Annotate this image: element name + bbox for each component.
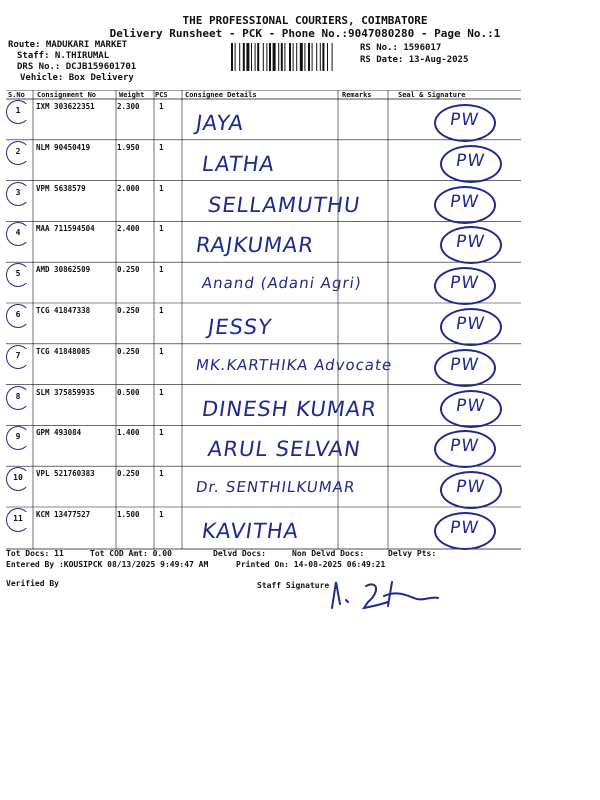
entered-by: Entered By :KOUSIPCK 08/13/2025 9:49:47 AM xyxy=(6,560,209,569)
seal-stamp-circle xyxy=(434,267,496,305)
row-consignee-handwritten: Dr. SENTHILKUMAR xyxy=(194,478,357,497)
row-consignment: TCG 41848085 xyxy=(36,346,91,356)
row-pcs: 1 xyxy=(159,510,164,519)
row-sno: 2 xyxy=(6,141,30,165)
row-consignment: GPM 493084 xyxy=(36,428,82,438)
row-sno: 4 xyxy=(6,222,30,246)
barcode-bar xyxy=(246,43,249,71)
col-header-consignee: Consignee Details xyxy=(185,91,257,99)
col-header-sno: S.No xyxy=(8,91,25,99)
barcode xyxy=(231,43,356,71)
barcode-bar xyxy=(332,43,333,71)
row-weight: 0.250 xyxy=(117,306,140,315)
barcode-bar xyxy=(304,43,305,71)
row-sno: 10 xyxy=(6,467,30,491)
row-weight: 1.400 xyxy=(117,428,140,438)
seal-stamp-text: PW xyxy=(448,436,481,457)
delvd-docs: Delvd Docs: xyxy=(213,549,266,558)
barcode-bar xyxy=(320,43,321,71)
row-weight: 0.250 xyxy=(117,265,140,275)
barcode-bar xyxy=(327,43,328,71)
row-pcs: 1 xyxy=(159,428,164,438)
barcode-bar xyxy=(312,43,313,71)
rs-number: RS No.: 1596017 xyxy=(360,43,442,53)
row-pcs: 1 xyxy=(159,387,164,397)
row-weight: 2.300 xyxy=(117,102,140,111)
barcode-bar xyxy=(296,43,297,71)
row-consignment: IXM 303622351 xyxy=(36,102,95,111)
row-consignee-handwritten: Anand (Adani Agri) xyxy=(200,274,363,293)
barcode-bar xyxy=(273,43,276,71)
row-consignment: AMD 30862509 xyxy=(36,265,91,275)
row-consignment: MAA 711594504 xyxy=(36,224,95,234)
seal-stamp-text: PW xyxy=(454,232,487,253)
row-pcs: 1 xyxy=(159,346,164,356)
tot-cod-amt: Tot COD Amt: 0.00 xyxy=(90,549,172,558)
row-consignee-handwritten: LATHA xyxy=(200,151,277,176)
seal-stamp-text: PW xyxy=(448,110,481,130)
barcode-bar xyxy=(278,43,279,71)
row-consignee-handwritten: MK.KARTHIKA Advocate xyxy=(194,355,394,374)
barcode-bar xyxy=(293,43,294,71)
row-sno: 8 xyxy=(6,386,30,410)
row-consignment: NLM 90450419 xyxy=(36,142,91,152)
row-consignee-handwritten: JESSY xyxy=(206,315,274,339)
verified-by: Verified By xyxy=(6,579,59,588)
row-consignee-handwritten: JAYA xyxy=(194,111,246,135)
seal-stamp-circle xyxy=(440,308,502,346)
barcode-bar xyxy=(263,43,264,71)
seal-stamp-text: PW xyxy=(454,395,487,416)
row-pcs: 1 xyxy=(159,306,164,315)
row-weight: 2.400 xyxy=(117,224,140,234)
barcode-bar xyxy=(316,43,317,71)
row-sno: 11 xyxy=(6,508,30,532)
barcode-bar xyxy=(243,43,245,71)
seal-stamp-circle xyxy=(434,349,496,387)
barcode-bar xyxy=(235,43,236,71)
runsheet-title: Delivery Runsheet - PCK - Phone No.:9047080280 - Page No.:1 xyxy=(109,27,501,40)
barcode-bar xyxy=(239,43,240,71)
seal-stamp-text: PW xyxy=(448,354,481,375)
col-header-weight: Weight xyxy=(119,91,145,99)
row-pcs: 1 xyxy=(159,224,164,234)
barcode-bar xyxy=(289,43,291,71)
row-consignment: SLM 375859935 xyxy=(36,387,95,397)
row-pcs: 1 xyxy=(159,142,164,152)
row-sno: 3 xyxy=(6,182,30,206)
company-name: THE PROFESSIONAL COURIERS, COIMBATORE xyxy=(182,14,428,27)
col-header-seal: Seal & Signature xyxy=(398,91,466,99)
seal-stamp-text: PW xyxy=(448,273,481,294)
row-sno: 1 xyxy=(6,100,30,124)
seal-stamp-text: PW xyxy=(454,150,487,171)
row-sno: 6 xyxy=(6,304,30,328)
row-sno: 7 xyxy=(6,345,30,369)
barcode-bar xyxy=(322,43,324,71)
row-weight: 1.950 xyxy=(117,142,140,152)
row-consignee-handwritten: RAJKUMAR xyxy=(194,233,316,258)
row-weight: 1.500 xyxy=(117,510,140,519)
barcode-bar xyxy=(300,43,303,71)
barcode-bar xyxy=(269,43,271,71)
seal-stamp-circle xyxy=(440,390,502,428)
row-consignee-handwritten: ARUL SELVAN xyxy=(206,437,363,462)
runsheet-table xyxy=(6,90,521,550)
seal-stamp-circle xyxy=(434,512,496,550)
row-sno: 9 xyxy=(6,426,30,450)
delvy-pts: Delvy Pts: xyxy=(388,549,437,558)
row-consignment: KCM 13477527 xyxy=(36,510,91,519)
non-delvd-docs: Non Delvd Docs: xyxy=(292,549,365,558)
row-weight: 2.000 xyxy=(117,183,140,193)
seal-stamp-text: PW xyxy=(448,518,481,538)
row-consignee-handwritten: SELLAMUTHU xyxy=(206,192,363,217)
row-pcs: 1 xyxy=(159,265,164,275)
row-consignment: TCG 41847338 xyxy=(36,306,91,315)
seal-stamp-text: PW xyxy=(454,314,487,334)
row-pcs: 1 xyxy=(159,469,164,479)
drs-number: DRS No.: DCJB159601701 xyxy=(17,62,137,72)
col-header-pcs: PCS xyxy=(155,91,168,99)
seal-stamp-text: PW xyxy=(448,191,481,212)
barcode-bar xyxy=(231,43,233,71)
rs-date: RS Date: 13-Aug-2025 xyxy=(360,55,469,65)
seal-stamp-circle xyxy=(440,471,502,509)
barcode-bar xyxy=(284,43,285,71)
row-weight: 0.250 xyxy=(117,346,140,356)
row-weight: 0.250 xyxy=(117,469,140,479)
seal-stamp-circle xyxy=(434,186,496,224)
row-weight: 0.500 xyxy=(117,387,140,397)
staff-label: Staff: N.THIRUMAL xyxy=(17,51,110,61)
barcode-bar xyxy=(257,43,259,71)
seal-stamp-text: PW xyxy=(454,477,487,498)
row-sno: 5 xyxy=(6,263,30,287)
vehicle-label: Vehicle: Box Delivery xyxy=(20,73,134,83)
col-header-consignment: Consignment No xyxy=(37,91,97,99)
col-header-remarks: Remarks xyxy=(342,91,372,99)
row-consignment: VPL 521760383 xyxy=(36,469,95,479)
barcode-bar xyxy=(281,43,283,71)
barcode-bar xyxy=(251,43,252,71)
route-label: Route: MADUKARI MARKET xyxy=(8,40,128,50)
printed-on: Printed On: 14-08-2025 06:49:21 xyxy=(236,560,386,569)
tot-docs: Tot Docs: 11 xyxy=(6,549,64,558)
seal-stamp-circle xyxy=(434,104,496,142)
barcode-bar xyxy=(255,43,256,71)
row-consignee-handwritten: DINESH KUMAR xyxy=(200,396,379,421)
barcode-bar xyxy=(308,43,310,71)
row-consignee-handwritten: KAVITHA xyxy=(200,519,301,543)
seal-stamp-circle xyxy=(440,145,502,183)
staff-signature-scribble xyxy=(326,578,466,618)
barcode-bar xyxy=(266,43,267,71)
row-pcs: 1 xyxy=(159,102,164,111)
row-consignment: VPM 5638579 xyxy=(36,183,86,193)
row-pcs: 1 xyxy=(159,183,164,193)
staff-signature-label: Staff Signature xyxy=(257,581,330,590)
